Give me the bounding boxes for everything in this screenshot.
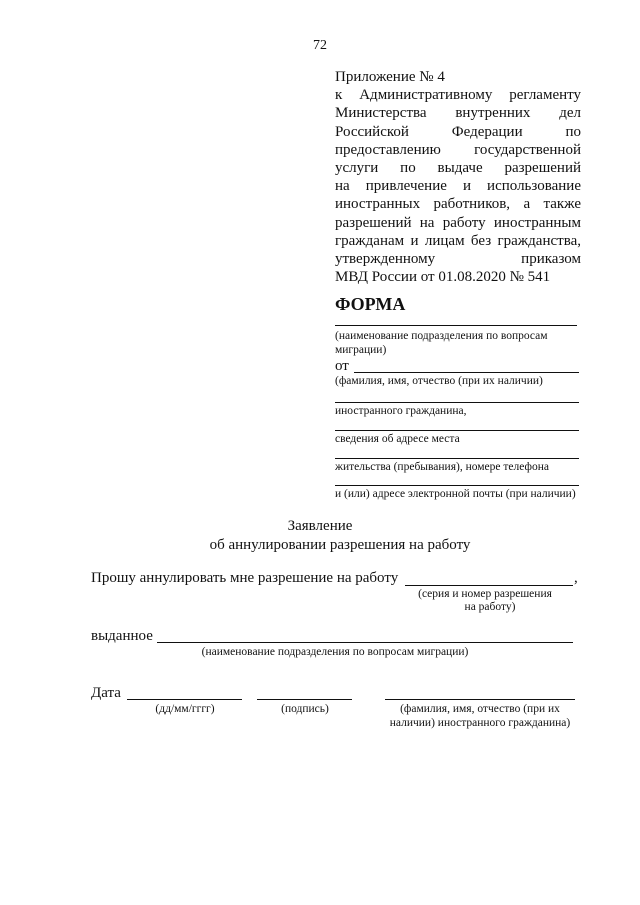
- dept-line[interactable]: [335, 325, 577, 326]
- issued-line[interactable]: [157, 642, 573, 643]
- signature-caption: (подпись): [281, 703, 329, 715]
- signature-line[interactable]: [257, 699, 352, 700]
- appendix-line: разрешений на работу иностранным: [335, 214, 581, 231]
- address-caption-1: сведения об адресе места: [335, 433, 460, 445]
- appendix-line: на привлечение и использование: [335, 178, 581, 195]
- address-line-1[interactable]: [335, 430, 579, 431]
- permit-number-line[interactable]: [405, 585, 573, 586]
- appendix-line: Приложение № 4: [335, 69, 445, 85]
- name-line-2[interactable]: [335, 402, 579, 403]
- page-number: 72: [313, 38, 327, 53]
- appendix-line: предоставлению государственной: [335, 141, 581, 158]
- form-label: ФОРМА: [335, 294, 406, 314]
- title-line-1: Заявление: [287, 518, 353, 534]
- fullname-caption-2: наличии) иностранного гражданина): [389, 717, 571, 729]
- title-line-2: об аннулировании разрешения на работу: [209, 537, 471, 553]
- fullname-line[interactable]: [385, 699, 575, 700]
- foreign-caption: иностранного гражданина,: [335, 405, 467, 417]
- fullname-caption-1: (фамилия, имя, отчество (при их: [400, 703, 560, 715]
- address-line-2[interactable]: [335, 458, 579, 459]
- date-caption: (дд/мм/гггг): [155, 703, 215, 715]
- email-caption: и (или) адресе электронной почты (при наличии): [335, 488, 576, 500]
- request-comma: ,: [574, 570, 578, 586]
- appendix-line: Министерства внутренних дел: [335, 105, 581, 122]
- from-line[interactable]: [354, 372, 579, 373]
- permit-caption-1: (серия и номер разрешения: [418, 588, 552, 600]
- date-line[interactable]: [127, 699, 242, 700]
- issued-caption: (наименование подразделения по вопросам миграции): [201, 646, 469, 658]
- email-line[interactable]: [335, 485, 579, 486]
- date-label: Дата: [91, 685, 121, 701]
- name-caption: (фамилия, имя, отчество (при их наличии): [335, 375, 543, 387]
- permit-caption-2: на работу): [464, 601, 516, 613]
- address-caption-2: жительства (пребывания), номере телефона: [335, 461, 549, 473]
- appendix-line: гражданам и лицам без гражданства,: [335, 232, 581, 249]
- dept-caption: (наименование подразделения по вопросам миграции): [335, 330, 548, 356]
- issued-label: выданное: [91, 628, 153, 644]
- request-text: Прошу аннулировать мне разрешение на работу: [91, 570, 399, 586]
- from-label: от: [335, 358, 349, 374]
- appendix-line: Российской Федерации по: [335, 123, 581, 140]
- appendix-header: [335, 68, 581, 286]
- appendix-line: МВД России от 01.08.2020 № 541: [335, 269, 551, 286]
- appendix-line: к Административному регламенту: [335, 87, 581, 104]
- appendix-line: услуги по выдаче разрешений: [335, 160, 581, 177]
- appendix-line: утвержденному приказом: [335, 251, 581, 268]
- appendix-line: иностранных работников, а также: [335, 196, 581, 213]
